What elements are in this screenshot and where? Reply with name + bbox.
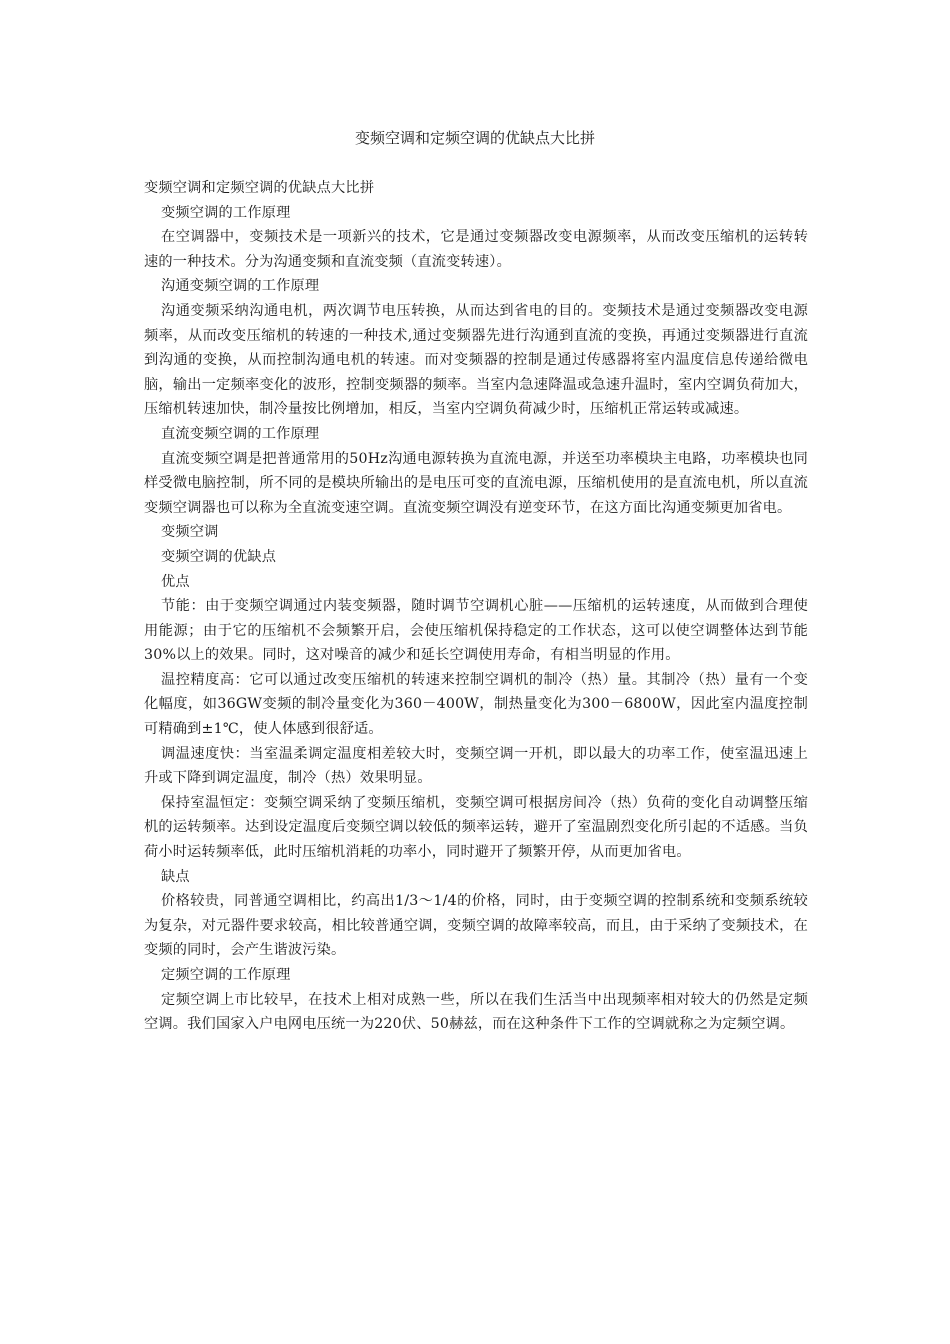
document-body <box>144 176 808 1037</box>
heading-advantages: 优点 <box>161 573 190 590</box>
heading-inverter-ac: 变频空调 <box>161 524 219 541</box>
paragraph-dc-inverter: 直流变频空调是把普通常用的50Hz沟通电源转换为直流电源，并送至功率模块主电路，功率模块也同样受微电脑控制，所不同的是模块所输出的是电压可变的直流电源，压缩机使用的是直流电机，所以直流变频空调器也可以称为全直流变速空调。直流变频空调没有逆变环节，在这方面比沟通变频更加省电。 <box>144 450 808 516</box>
paragraph-inverter-intro: 在空调器中，变频技术是一项新兴的技术，它是通过变频器改变电源频率，从而改变压缩机的运转转速的一种技术。分为沟通变频和直流变频（直流变转速）。 <box>144 229 808 270</box>
paragraph-ac-inverter: 沟通变频采纳沟通电机，两次调节电压转换，从而达到省电的目的。变频技术是通过变频器改变电源频率，从而改变压缩机的转速的一种技术,通过变频器先进行沟通到直流的变换，再通过变频器进行直流到沟通的变换，从而控制沟通电机的转速。而对变频器的控制是通过传感器将室内温度信息传递给微电脑，输出一定频率变化的波形，控制变频器的频率。当室内急速降温或急速升温时，室内空调负荷加大，压缩机转速加快，制冷量按比例增加，相反，当室内空调负荷减少时，压缩机正常运转或减速。 <box>144 302 808 418</box>
paragraph-price: 价格较贵，同普通空调相比，约高出1/3～1/4的价格，同时，由于变频空调的控制系统和变频系统较为复杂，对元器件要求较高，相比较普通空调，变频空调的故障率较高，而且，由于采纳了变频技术，在变频的同时，会产生谐波污染。 <box>144 893 808 959</box>
heading-dc-inverter: 直流变频空调的工作原理 <box>161 425 320 442</box>
heading-ac-inverter: 沟通变频空调的工作原理 <box>161 278 320 295</box>
paragraph-temperature-precision: 温控精度高：它可以通过改变压缩机的转速来控制空调机的制冷（热）量。其制冷（热）量有一个变化幅度，如36GW变频的制冷量变化为360－400W，制热量变化为300－6800W，因此室内温度控制可精确到±1℃，使人体感到很舒适。 <box>144 671 808 738</box>
heading-inverter-principle: 变频空调的工作原理 <box>161 204 291 221</box>
paragraph-energy-saving: 节能：由于变频空调通过内装变频器，随时调节空调机心脏——压缩机的运转速度，从而做到合理使用能源；由于它的压缩机不会频繁开启，会使压缩机保持稳定的工作状态，这可以使空调整体达到节能30%以上的效果。同时，这对噪音的减少和延长空调使用寿命，有相当明显的作用。 <box>144 598 808 664</box>
heading-fixed-frequency: 定频空调的工作原理 <box>161 967 291 983</box>
heading-disadvantages: 缺点 <box>161 868 190 885</box>
paragraph-constant-temperature: 保持室温恒定：变频空调采纳了变频压缩机，变频空调可根据房间冷（热）负荷的变化自动调整压缩机的运转频率。达到设定温度后变频空调以较低的频率运转，避开了室温剧烈变化所引起的不适感。当负荷小时运转频率低，此时压缩机消耗的功率小，同时避开了频繁开停，从而更加省电。 <box>144 794 808 861</box>
page-title: 变频空调和定频空调的优缺点大比拼 <box>354 129 595 147</box>
heading-pros-cons: 变频空调的优缺点 <box>161 548 277 565</box>
subtitle: 变频空调和定频空调的优缺点大比拼 <box>144 180 375 196</box>
paragraph-fixed-frequency: 定频空调上市比较早，在技术上相对成熟一些，所以在我们生活当中出现频率相对较大的仍然是定频空调。我们国家入户电网电压统一为220伏、50赫兹，而在这种条件下工作的空调就称之为定频空调。 <box>144 991 808 1033</box>
paragraph-fast-adjustment: 调温速度快：当室温柔调定温度相差较大时，变频空调一开机，即以最大的功率工作，使室温迅速上升或下降到调定温度，制冷（热）效果明显。 <box>144 745 808 787</box>
